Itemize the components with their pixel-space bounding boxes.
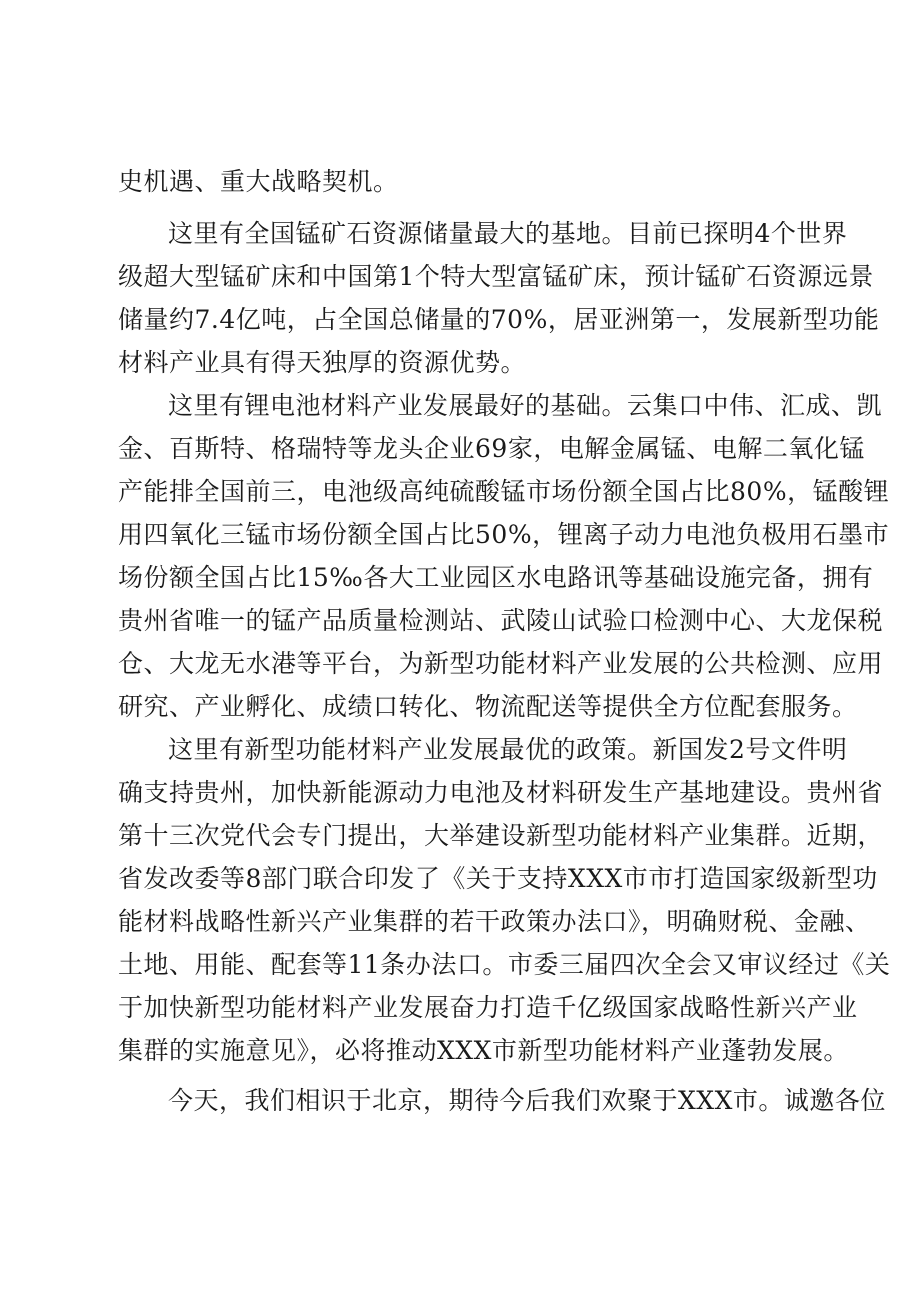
text-line: 金、百斯特、格瑞特等龙头企业69家，电解金属锰、电解二氧化锰 xyxy=(118,434,865,463)
text-line: 土地、用能、配套等11条办法口。市委三届四次全会又审议经过《关 xyxy=(118,950,891,979)
text-line: 第十三次党代会专门提出，大举建设新型功能材料产业集群。近期， xyxy=(118,821,884,850)
paragraph-first-line: 这里有锂电池材料产业发展最好的基础。云集口中伟、汇成、凯 xyxy=(168,391,883,420)
text-line: 用四氧化三锰市场份额全国占比50%，锂离子动力电池负极用石墨市 xyxy=(118,520,890,549)
text-line: 材料产业具有得天独厚的资源优势。 xyxy=(118,348,527,377)
text-line: 集群的实施意见》，必将推动XXX市新型功能材料产业蓬勃发展。 xyxy=(118,1036,849,1065)
text-line: 仓、大龙无水港等平台，为新型功能材料产业发展的公共检测、应用 xyxy=(118,649,884,678)
text-line: 史机遇、重大战略契机。 xyxy=(118,167,399,196)
paragraph-first-line: 这里有新型功能材料产业发展最优的政策。新国发2号文件明 xyxy=(168,735,848,764)
text-line: 场份额全国占比15‰各大工业园区水电路讯等基础设施完备，拥有 xyxy=(118,563,874,592)
paragraph-first-line: 今天，我们相识于北京，期待今后我们欢聚于XXX市。诚邀各位 xyxy=(168,1086,886,1115)
text-line: 确支持贵州，加快新能源动力电池及材料研发生产基地建设。贵州省 xyxy=(118,778,884,807)
text-line: 产能排全国前三，电池级高纯硫酸锰市场份额全国占比80%，锰酸锂 xyxy=(118,477,890,506)
text-line: 省发改委等8部门联合印发了《关于支持XXX市市打造国家级新型功 xyxy=(118,864,878,893)
text-line: 储量约7.4亿吨，占全国总储量的70%，居亚洲第一，发展新型功能 xyxy=(118,305,880,334)
text-line: 于加快新型功能材料产业发展奋力打造千亿级国家战略性新兴产业 xyxy=(118,993,858,1022)
paragraph-first-line: 这里有全国锰矿石资源储量最大的基地。目前已探明4个世界 xyxy=(168,219,848,248)
text-line: 贵州省唯一的锰产品质量检测站、武陵山试验口检测中心、大龙保税 xyxy=(118,606,884,635)
text-line: 级超大型锰矿床和中国第1个特大型富锰矿床，预计锰矿石资源远景 xyxy=(118,262,874,291)
text-line: 研究、产业孵化、成绩口转化、物流配送等提供全方位配套服务。 xyxy=(118,692,858,721)
text-line: 能材料战略性新兴产业集群的若干政策办法口》，明确财税、金融、 xyxy=(118,907,871,936)
